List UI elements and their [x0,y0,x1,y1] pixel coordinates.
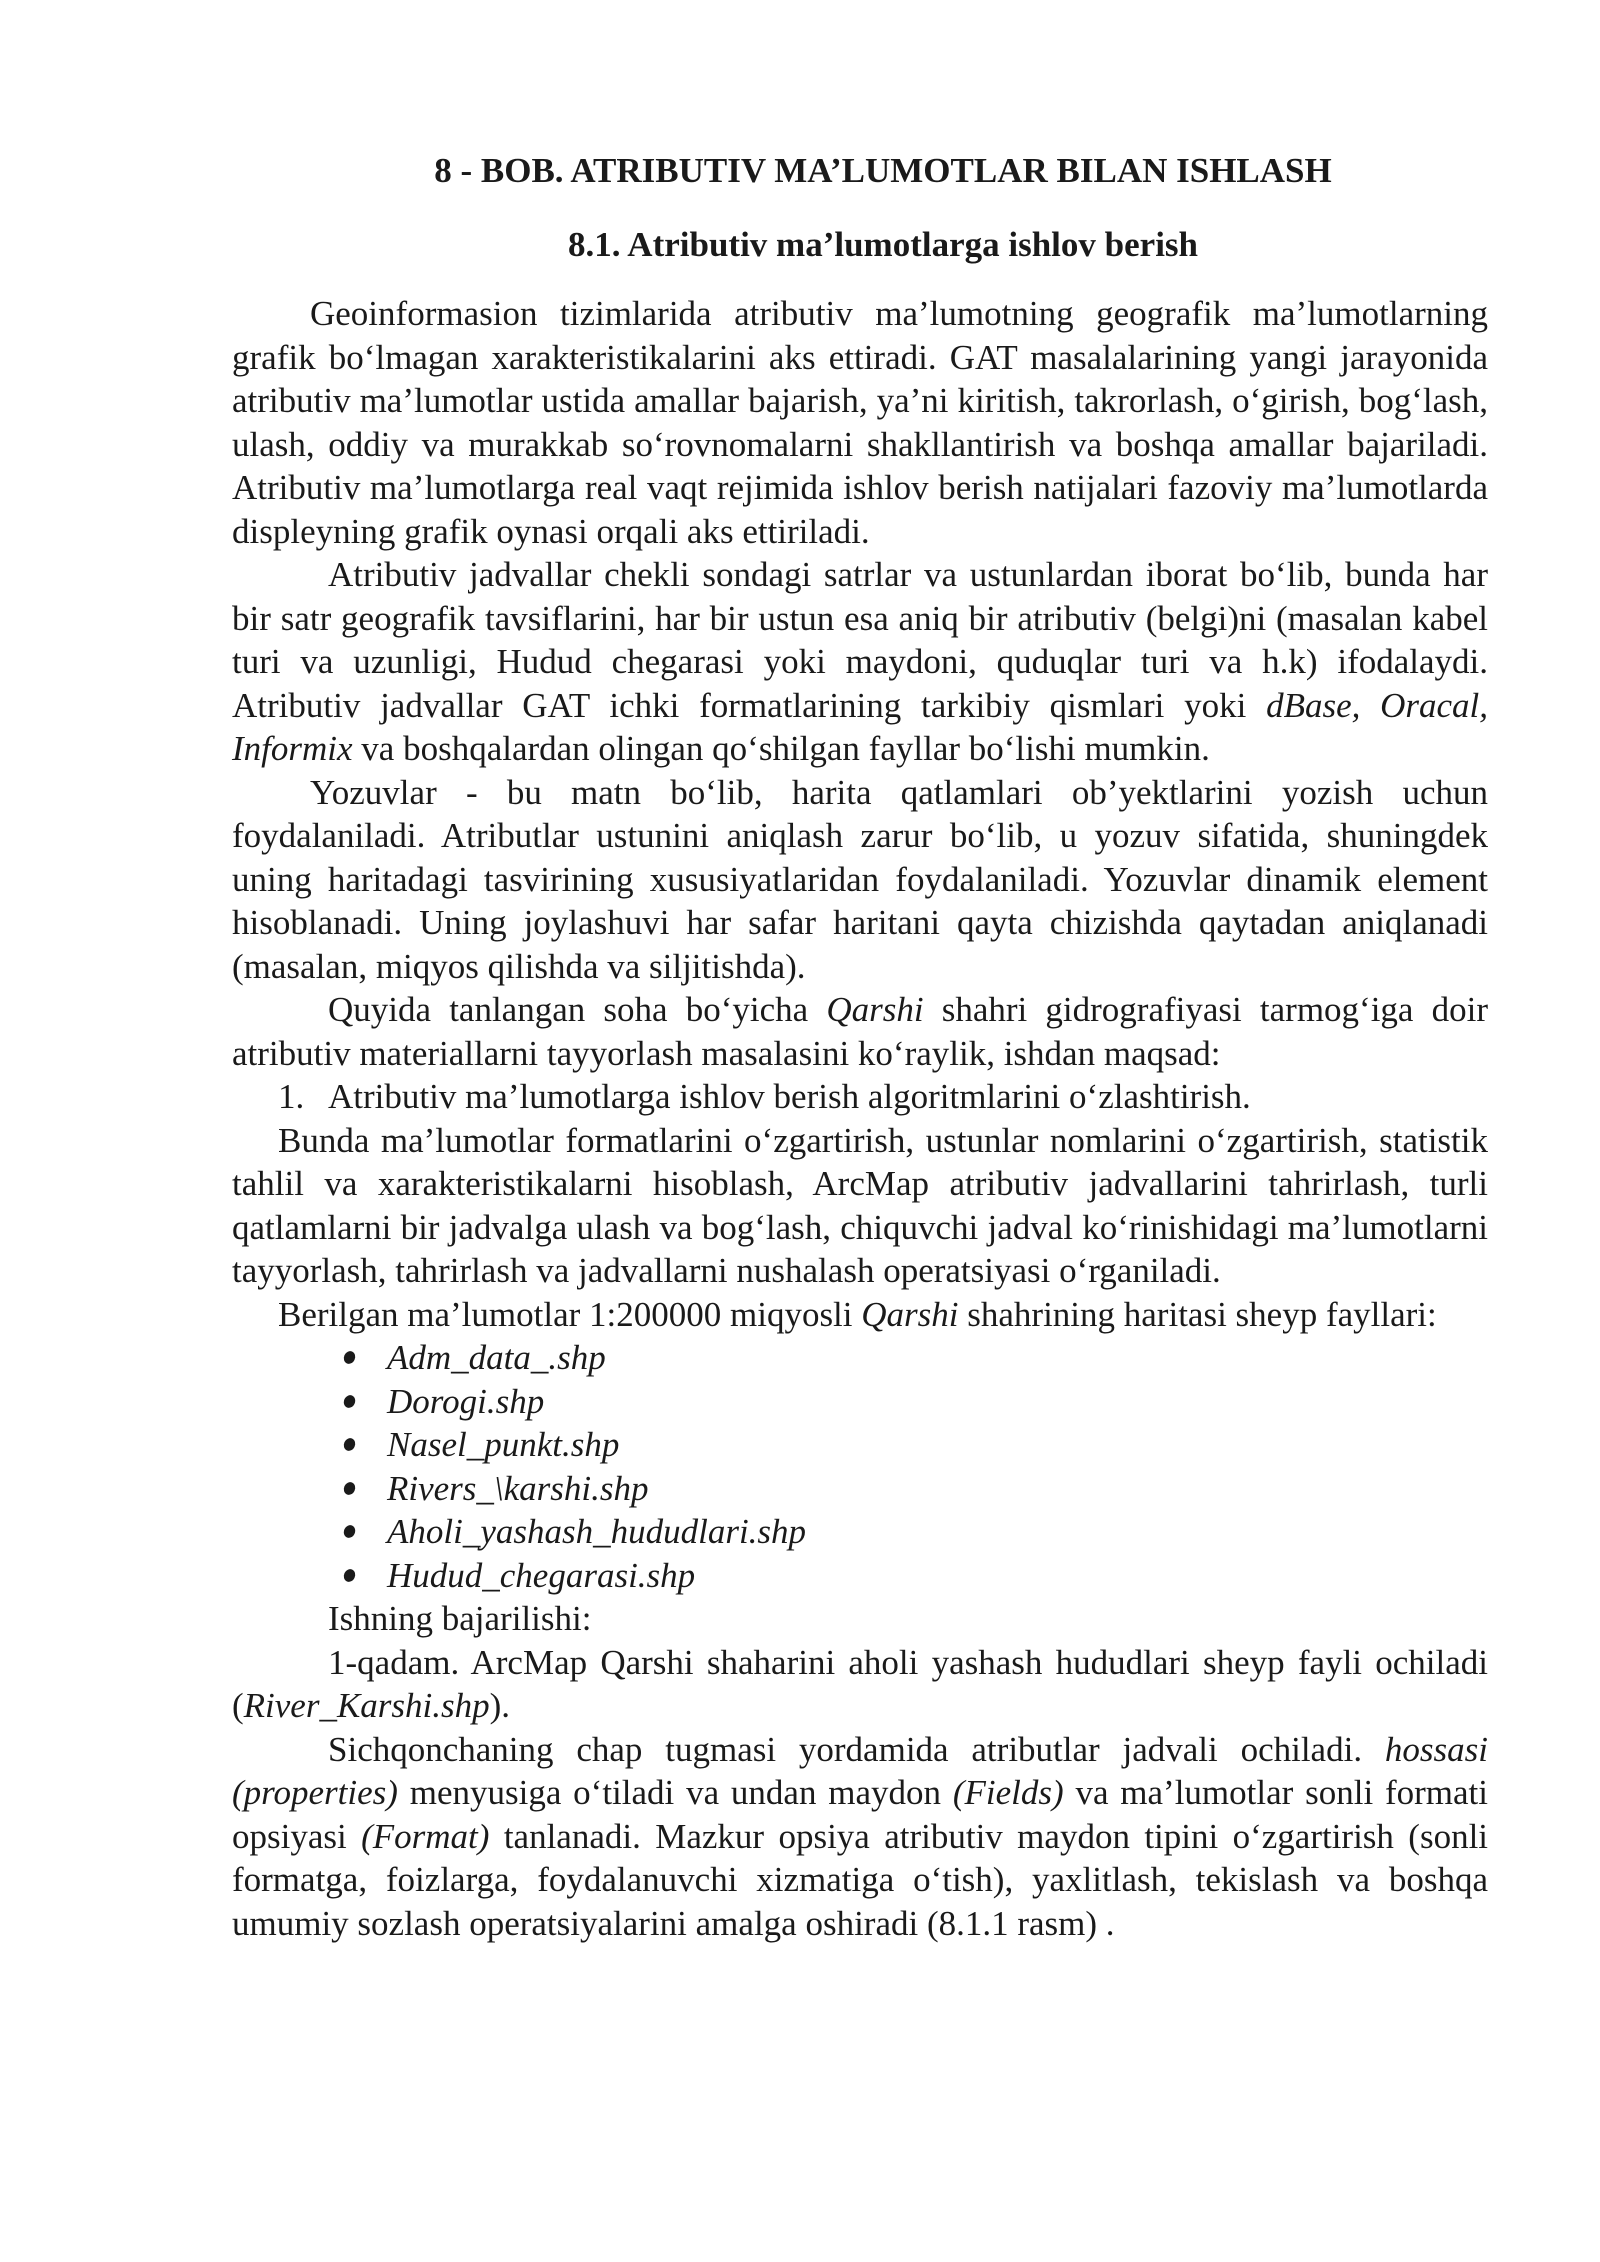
paragraph-step-1 [232,1641,1488,1728]
text-span: Atributiv jadvallar chekli sondagi satrlar va ustunlardan iborat bo‘lib, bunda har bir satr geografik tavsiflarini, har bir ustun esa aniq bir atributiv (belgi)ni (masalan kabel turi va uzunligi, Hudud chegarasi yoki maydoni, quduqlar turi va h.k) ifodalaydi. Atributiv jadvallar GAT ichki formatlarining tarkibiy qismlari yoki [232,555,1488,725]
bullet-icon [342,1393,357,1409]
list-number: 1. [278,1077,305,1116]
paragraph-operations: Bunda ma’lumotlar formatlarini o‘zgartirish, ustunlar nomlarini o‘zgartirish, statistik tahlil va xarakteristikalarni hisoblash, ArcMap atributiv jadvallarini tahrirlash, turli qatlamlarni bir jadvalga ulash va bog‘lash, chiquvchi jadval ko‘rinishidagi ma’lumotlarni tayyorlash, tahrirlash va jadvallarni nushalash operatsiyasi o‘rganiladi. [232,1120,1488,1290]
file-name: Nasel_punkt.shp [387,1425,620,1464]
bullet-icon [342,1436,357,1452]
text-span: tanlanadi. Mazkur opsiya atributiv maydon tipini o‘zgartirish (sonli formatga, foizlarga, foydalanuvchi xizmatiga o‘tish), yaxlitlash, tekislash va boshqa umumiy sozlash operatsiyalarini amalga oshiradi (8.1.1 rasm) . [232,1816,1489,1943]
text-span: shahri gidrografiyasi tarmog‘iga doir atributiv materiallarni tayyorlash masalasini ko‘raylik, ishdan maqsad: [232,990,1488,1073]
list-item [344,1336,1488,1380]
bullet-icon [342,1567,357,1583]
shapefile-list [232,1336,1488,1597]
text-span: va ma’lumotlar sonli formati opsiyasi [232,1773,1488,1856]
format-italic: (Format) [361,1816,490,1856]
paragraph-attribute-tables [232,553,1488,771]
list-item [344,1380,1488,1424]
file-name: Adm_data_.shp [387,1338,606,1377]
list-item [344,1510,1488,1554]
list-item [344,1423,1488,1467]
file-name: Aholi_yashash_hududlari.shp [387,1512,807,1551]
list-item-text: Atributiv ma’lumotlarga ishlov berish algoritmlarini o‘zlashtirish. [328,1077,1251,1116]
document-page [232,148,1488,1945]
text-span: 1-qadam. ArcMap Qarshi shaharini aholi yashash hududlari sheyp fayli ochiladi ( [232,1642,1488,1725]
paragraph-execution-heading: Ishning bajarilishi: [328,1599,592,1638]
paragraph-properties [232,1728,1488,1946]
text-span: Berilgan ma’lumotlar 1:200000 miqyosli [278,1294,853,1334]
fields-italic: (Fields) [952,1773,1064,1812]
section-title: 8.1. Atributiv ma’lumotlarga ishlov berish [567,225,1199,264]
paragraph-task [232,988,1488,1075]
properties-italic: hossasi (properties) [232,1729,1488,1812]
paragraph-given-data [232,1293,1488,1337]
paragraph-labels: Yozuvlar - bu matn bo‘lib, harita qatlamlari ob’yektlarini yozish uchun foydalaniladi. Atributlar ustunini aniqlash zarur bo‘lib, u yozuv sifatida, shuningdek uning haritadagi tasvirining xususiyatlaridan foydalaniladi. Yozuvlar dinamik element hisoblanadi. Uning joylashuvi har safar haritani qayta chizishda qaytadan aniqlanadi (masalan, miqyos qilishda va siljitishda). [232,772,1488,986]
text-span: Sichqonchaning chap tugmasi yordamida atributlar jadvali ochiladi. [328,1729,1363,1769]
file-italic: River_Karshi.shp [243,1686,490,1725]
file-name: Dorogi.shp [387,1381,545,1421]
paragraph-intro: Geoinformasion tizimlarida atributiv ma’lumotning geografik ma’lumotlarning grafik bo‘lmagan xarakteristikalarini aks ettiradi. GAT masalalarining yangi jarayonida atributiv ma’lumotlar ustida amallar bajarish, ya’ni kiritish, takrorlash, o‘girish, bog‘lash, ulash, oddiy va murakkab so‘rovnomalarni shakllantirish va boshqa amallar bajariladi. Atributiv ma’lumotlarga real vaqt rejimida ishlov berish natijalari fazoviy ma’lumotlarda displeyning grafik oynasi orqali aks ettiriladi. [232,294,1488,551]
text-span: va boshqalardan olingan qo‘shilgan fayllar bo‘lishi mumkin. [361,729,1210,768]
file-name: Rivers_\karshi.shp [387,1468,649,1508]
text-span: ). [489,1686,511,1725]
formats-italic: dBase, Oracal, Informix [232,685,1488,768]
file-name: Hudud_chegarasi.shp [387,1555,696,1595]
city-italic: Qarshi [826,990,924,1029]
list-item [344,1554,1488,1598]
text-span: Quyida tanlangan soha bo‘yicha [328,990,809,1029]
bullet-icon [342,1480,357,1496]
list-item [344,1467,1488,1511]
numbered-list-item [232,1075,1488,1119]
city-italic: Qarshi [861,1294,959,1334]
bullet-icon [342,1523,357,1539]
text-span: menyusiga o‘tiladi va undan maydon [409,1773,942,1812]
chapter-title: 8 - BOB. ATRIBUTIV MA’LUMOTLAR BILAN ISHLASH [434,151,1332,190]
text-span: shahrining haritasi sheyp fayllari: [967,1294,1437,1334]
bullet-icon [342,1349,357,1365]
